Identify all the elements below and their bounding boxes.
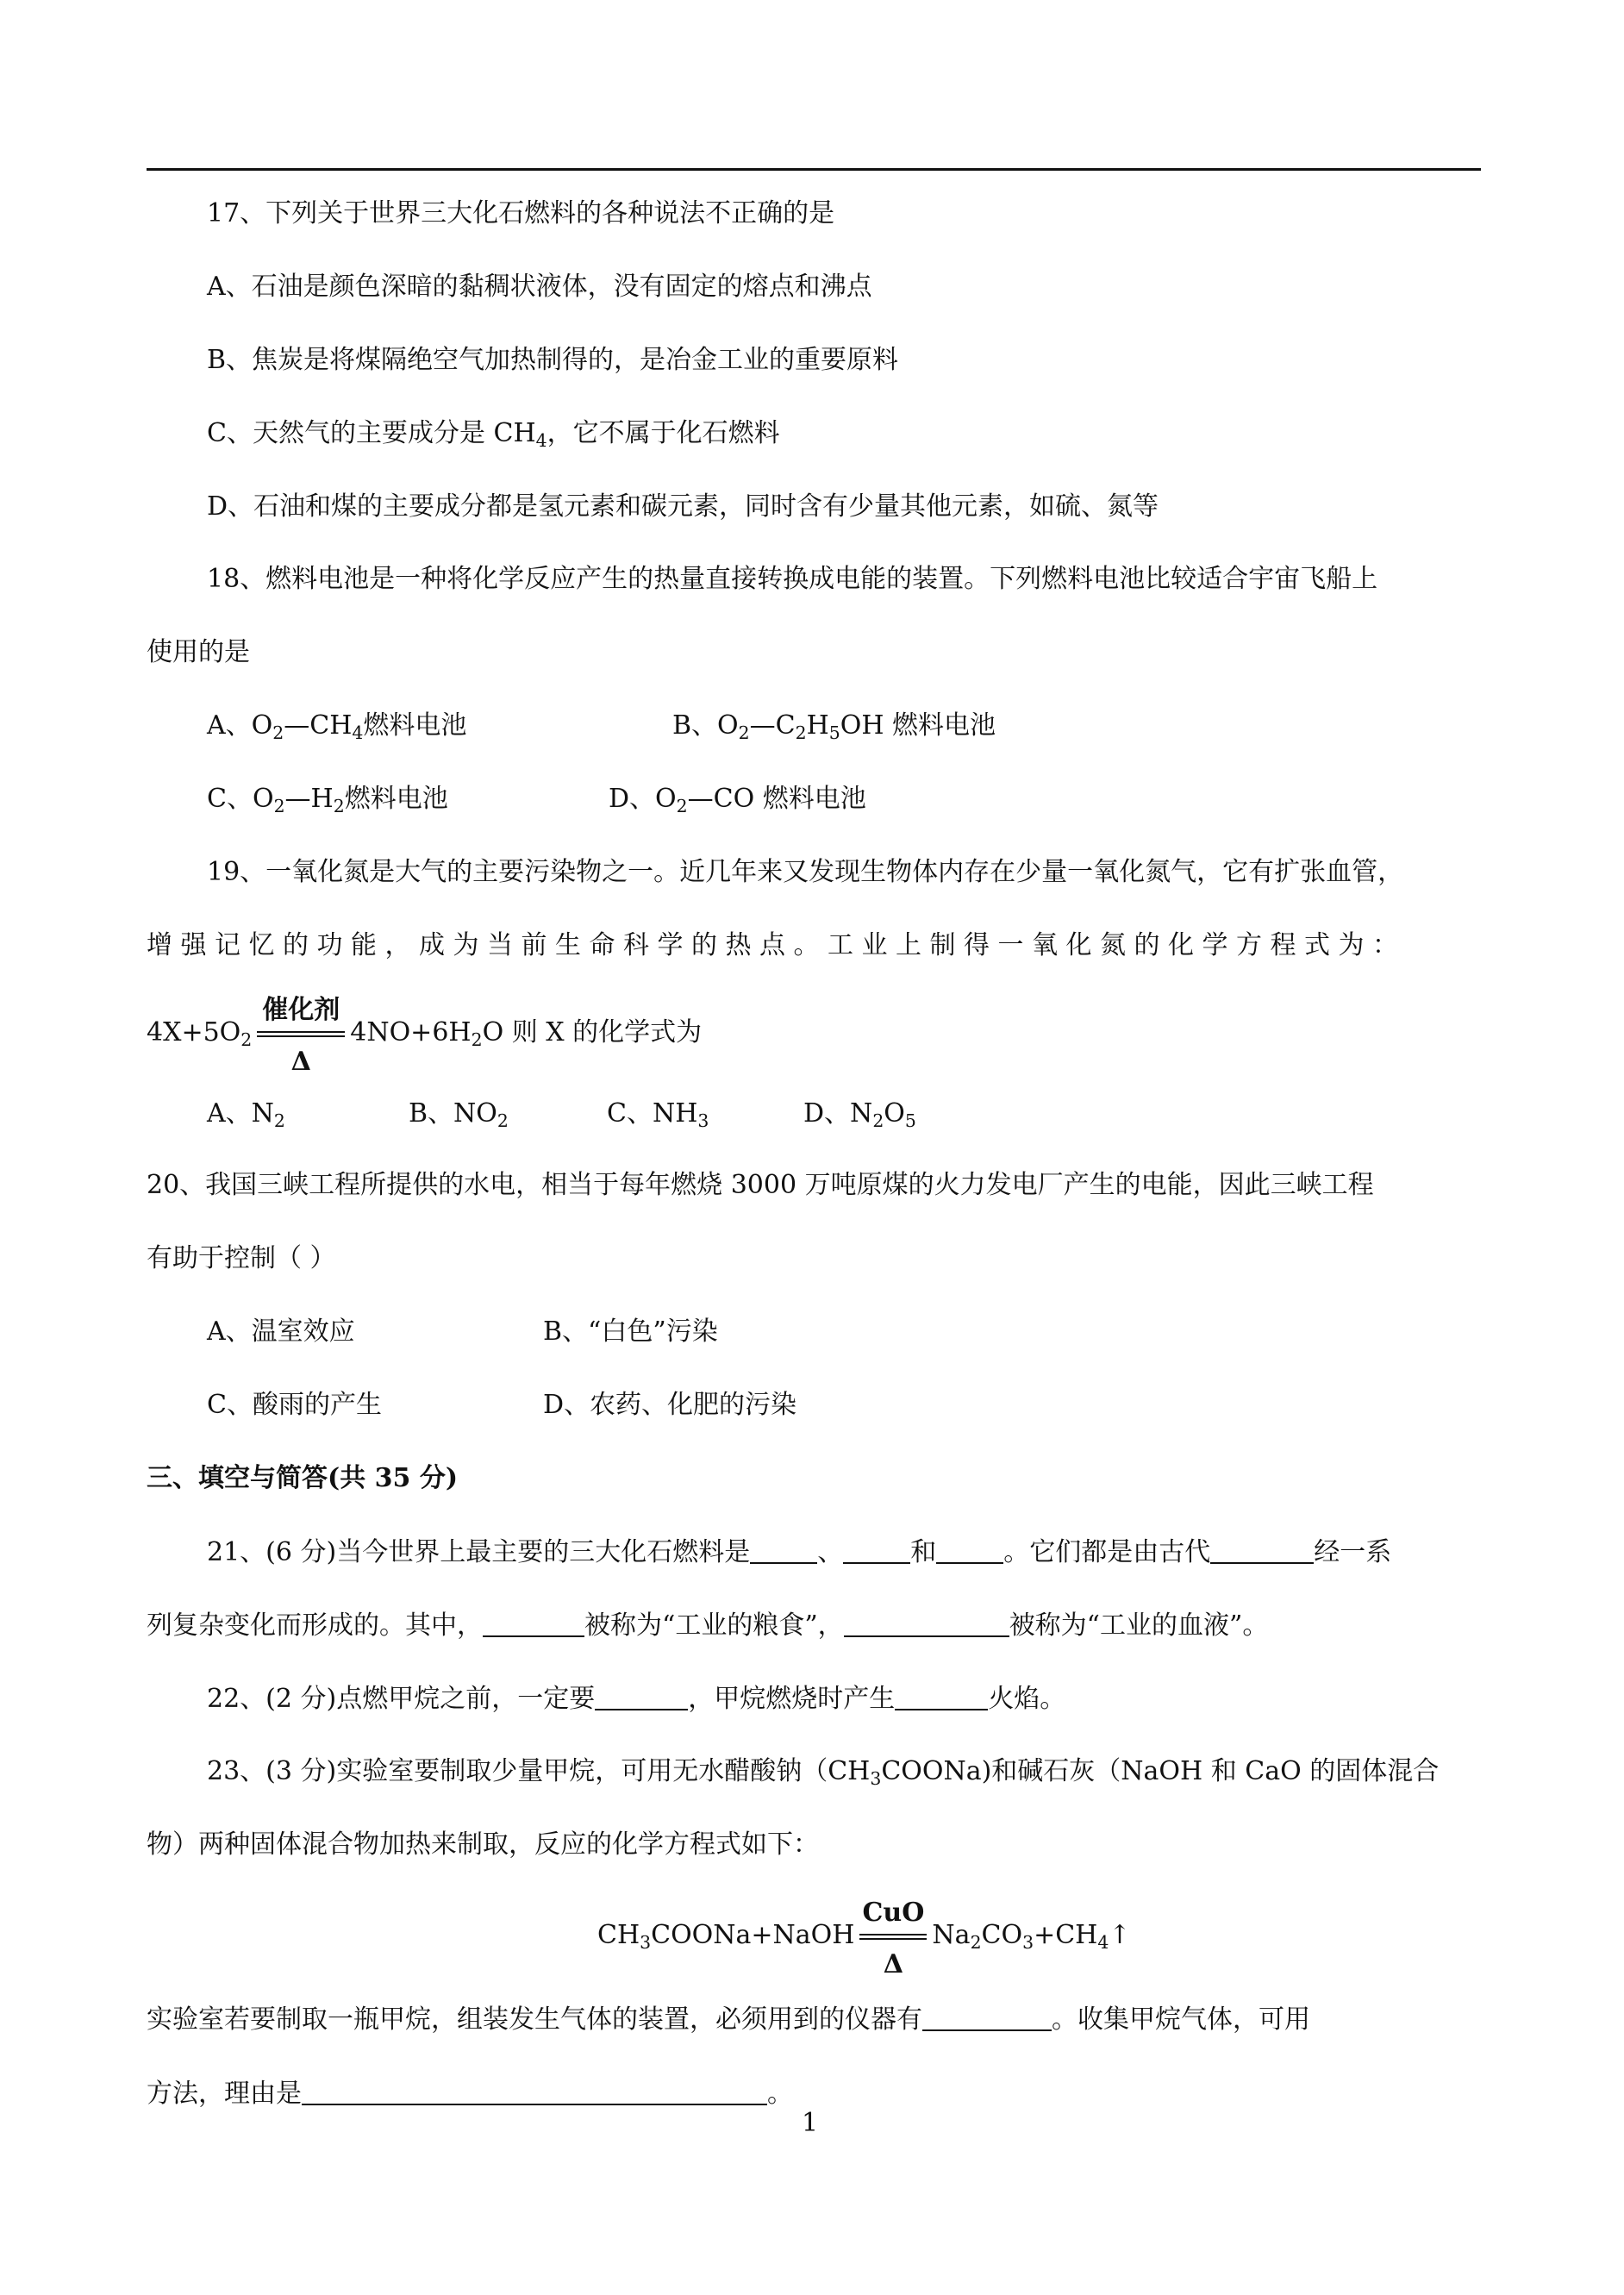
q17-option-b: B、焦炭是将煤隔绝空气加热制得的，是冶金工业的重要原料 xyxy=(207,345,899,375)
q22-line: 22、(2 分)点燃甲烷之前，一定要 ，甲烷燃烧时产生 火焰。 xyxy=(207,1681,1065,1717)
header-rule xyxy=(147,168,1481,171)
answer-blank xyxy=(1210,1535,1314,1564)
q19-option-a: A、$N_2$ xyxy=(207,1098,285,1132)
answer-blank xyxy=(595,1681,688,1710)
q23-line1: 23、(3 分)实验室要制取少量甲烷，可用无水醋酸钠$(CH_3COONa)$和碱石灰（NaOH 和 CaO 的固体混合 xyxy=(207,1756,1440,1790)
answer-blank xyxy=(936,1535,1003,1564)
heat-symbol: Δ xyxy=(883,1948,904,1979)
answer-blank xyxy=(483,1608,584,1637)
q20-option-a: A、温室效应 xyxy=(207,1316,355,1347)
q19-option-c: C、$NH_3$ xyxy=(607,1098,709,1132)
q20-option-b: B、“白色”污染 xyxy=(543,1316,718,1347)
catalyst-label: CuO xyxy=(862,1897,925,1928)
catalyst-label: 催化剂 xyxy=(262,994,340,1025)
answer-blank xyxy=(922,2002,1052,2031)
answer-blank xyxy=(843,1535,910,1564)
q19-equation: $4X+5O_2$ 催化剂 Δ $4NO+6H_2O$ 则 X 的化学式为 xyxy=(147,1016,702,1050)
q20-option-d: D、农药、化肥的污染 xyxy=(543,1390,797,1420)
answer-blank xyxy=(895,1681,988,1710)
q18-option-b: B、$O_2—C_2H_5OH$ 燃料电池 xyxy=(672,710,996,744)
q17-option-d: D、石油和煤的主要成分都是氢元素和碳元素，同时含有少量其他元素，如硫、氮等 xyxy=(207,491,1159,522)
q21-line2: 列复杂变化而形成的。其中， 被称为“工业的粮食”， 被称为“工业的血液”。 xyxy=(147,1608,1268,1643)
q19-option-d: D、$N_2O_5$ xyxy=(803,1098,916,1132)
q18-stem-line1: 18、燃料电池是一种将化学反应产生的热量直接转换成电能的装置。下列燃料电池比较适合宇宙飞船上 xyxy=(207,564,1378,594)
q17-option-c: C、天然气的主要成分是 $CH_4$，它不属于化石燃料 xyxy=(207,418,780,452)
q23-line3: 实验室若要制取一瓶甲烷，组装发生气体的装置，必须用到的仪器有 。收集甲烷气体，可用 xyxy=(147,2002,1310,2037)
q17-option-a: A、石油是颜色深暗的黏稠状液体，没有固定的熔点和沸点 xyxy=(207,272,872,302)
q17-stem: 17、下列关于世界三大化石燃料的各种说法不正确的是 xyxy=(207,198,835,228)
heat-symbol: Δ xyxy=(290,1046,311,1077)
section-three-heading: 三、填空与简答(共 35 分) xyxy=(147,1463,459,1493)
q21-line1: 21、(6 分)当今世界上最主要的三大化石燃料是 、 和 。它们都是由古代 经一系 xyxy=(207,1535,1391,1570)
q20-stem-line1: 20、我国三峡工程所提供的水电，相当于每年燃烧 3000 万吨原煤的火力发电厂产生的电能，因此三峡工程 xyxy=(147,1170,1374,1200)
answer-blank xyxy=(302,2076,767,2105)
q20-stem-line2: 有助于控制（ ） xyxy=(147,1243,336,1273)
answer-blank xyxy=(750,1535,817,1564)
q23-line4: 方法，理由是 。 xyxy=(147,2076,793,2111)
reaction-condition-arrow xyxy=(257,994,345,1077)
reaction-condition-arrow xyxy=(859,1897,927,1979)
q18-option-a: A、$O_2—CH_4$燃料电池 xyxy=(207,710,467,744)
gas-arrow-icon: ↑ xyxy=(1109,1920,1131,1950)
q18-option-c: C、$O_2—H_2$燃料电池 xyxy=(207,784,448,817)
page-number: 1 xyxy=(802,2108,819,2138)
q18-stem-line2: 使用的是 xyxy=(147,637,250,667)
q19-stem-line2: 增强记忆的功能，成为当前生命科学的热点。工业上制得一氧化氮的化学方程式为： xyxy=(147,930,1407,960)
q20-option-c: C、酸雨的产生 xyxy=(207,1390,382,1420)
q23-line2: 物）两种固体混合物加热来制取，反应的化学方程式如下： xyxy=(147,1829,819,1860)
q19-stem-line1: 19、一氧化氮是大气的主要污染物之一。近几年来又发现生物体内存在少量一氧化氮气，它有扩张血管， xyxy=(207,857,1404,887)
q23-equation: $CH_3COONa+NaOH$ CuO Δ $Na_2CO_3+CH_4↑$ xyxy=(597,1918,1130,1953)
answer-blank xyxy=(844,1608,1009,1637)
q19-option-b: B、$NO_2$ xyxy=(409,1098,509,1132)
q18-option-d: D、$O_2—CO$ 燃料电池 xyxy=(609,784,866,817)
